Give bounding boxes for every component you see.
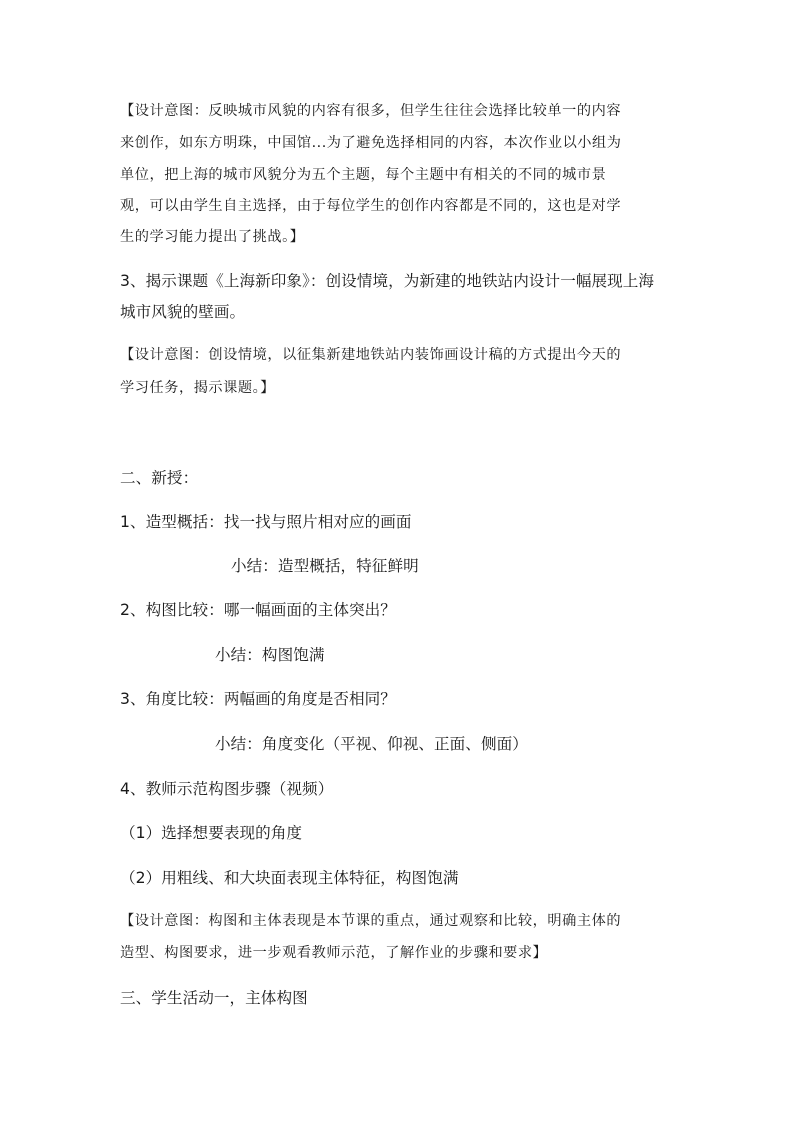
section-3-heading: 三、学生活动一，主体构图 [120,989,308,1007]
design-intent-2-line-1: 【设计意图：创设情境，以征集新建地铁站内装饰画设计稿的方式提出今天的 [120,347,622,363]
item-2: 2、构图比较：哪一幅画面的主体突出？ [120,601,396,619]
item-4-step-1: （1）选择想要表现的角度 [120,824,303,842]
design-intent-line-3: 单位，把上海的城市风貌分为五个主题，每个主题中有相关的不同的城市景 [120,167,607,183]
design-intent-line-5: 生的学习能力提出了挑战。】 [120,229,305,245]
design-intent-line-2: 来创作，如东方明珠，中国馆...为了避免选择相同的内容，本次作业以小组为 [120,135,622,151]
item-4-step-2: （2）用粗线、和大块面表现主体特征，构图饱满 [120,869,459,887]
step-3-line-2: 城市风貌的壁画。 [120,303,246,321]
section-2-heading: 二、新授： [120,469,199,487]
item-2-summary: 小结：构图饱满 [215,646,325,664]
design-intent-3-line-1: 【设计意图：构图和主体表现是本节课的重点，通过观察和比较，明确主体的 [120,913,622,929]
design-intent-2-line-2: 学习任务，揭示课题。】 [120,380,276,396]
item-1: 1、造型概括：找一找与照片相对应的画面 [120,513,412,531]
design-intent-line-4: 观，可以由学生自主选择，由于每位学生的创作内容都是不同的，这也是对学 [120,198,622,214]
item-3-summary: 小结：角度变化（平视、仰视、正面、侧面） [215,735,528,753]
item-3: 3、角度比较：两幅画的角度是否相同？ [120,690,396,708]
item-4: 4、教师示范构图步骤（视频） [120,780,334,798]
design-intent-line-1: 【设计意图：反映城市风貌的内容有很多，但学生往往会选择比较单一的内容 [120,103,622,119]
step-3-line-1: 3、揭示课题《上海新印象》：创设情境，为新建的地铁站内设计一幅展现上海 [120,272,655,290]
design-intent-3-line-2: 造型、构图要求，进一步观看教师示范，了解作业的步骤和要求】 [120,945,548,961]
item-1-summary: 小结：造型概括，特征鲜明 [231,557,419,575]
